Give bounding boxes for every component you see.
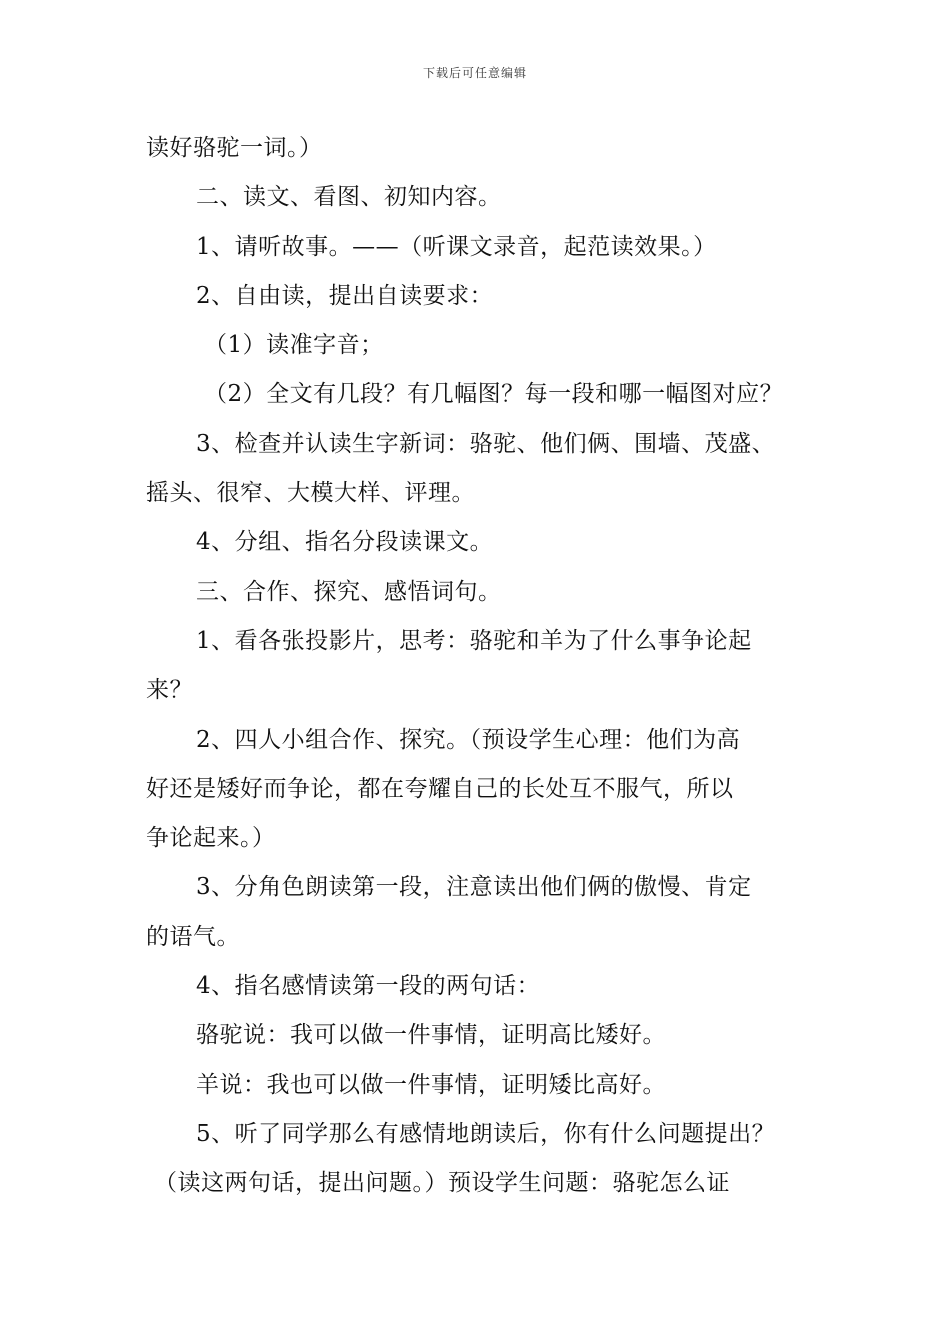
text-line: 的语气。 — [146, 923, 240, 950]
text-line: 读好骆驼一词。） — [146, 135, 323, 161]
section-heading: 三、合作、探究、感悟词句。 — [196, 578, 502, 605]
text-line: 2、自由读，提出自读要求： — [196, 282, 494, 309]
text-line: 1、看各张投影片，思考：骆驼和羊为了什么事争论起 — [196, 627, 752, 654]
document-body — [146, 124, 836, 1209]
text-line: 3、分角色朗读第一段，注意读出他们俩的傲慢、肯定 — [196, 874, 752, 901]
text-line: 争论起来。） — [146, 825, 276, 852]
text-line: 2、四人小组合作、探究。（预设学生心理：他们为高 — [196, 726, 741, 753]
page-header: 下载后可任意编辑 — [422, 66, 527, 80]
text-line: 1、请听故事。——（听课文录音，起范读效果。） — [196, 233, 717, 260]
section-heading: 二、读文、看图、初知内容。 — [196, 184, 502, 211]
text-line: 骆驼说：我可以做一件事情，证明高比矮好。 — [196, 1022, 666, 1049]
text-line: 好还是矮好而争论，都在夸耀自己的长处互不服气，所以 — [146, 775, 734, 802]
text-line: 3、检查并认读生字新词：骆驼、他们俩、围墙、茂盛、 — [196, 430, 776, 457]
text-line: 摇头、很窄、大模大样、评理。 — [146, 480, 475, 507]
text-line: （读这两句话，提出问题。）预设学生问题：骆驼怎么证 — [154, 1170, 730, 1197]
text-line: （2）全文有几段？有几幅图？每一段和哪一幅图对应？ — [204, 381, 784, 408]
text-line: 4、指名感情读第一段的两句话： — [196, 973, 541, 1000]
text-line: 5、听了同学那么有感情地朗读后，你有什么问题提出？ — [196, 1120, 776, 1147]
text-line: 来？ — [146, 677, 193, 704]
text-line: （1）读准字音； — [204, 332, 384, 359]
text-line: 羊说：我也可以做一件事情，证明矮比高好。 — [196, 1071, 666, 1098]
text-line: 4、分组、指名分段读课文。 — [196, 529, 494, 556]
